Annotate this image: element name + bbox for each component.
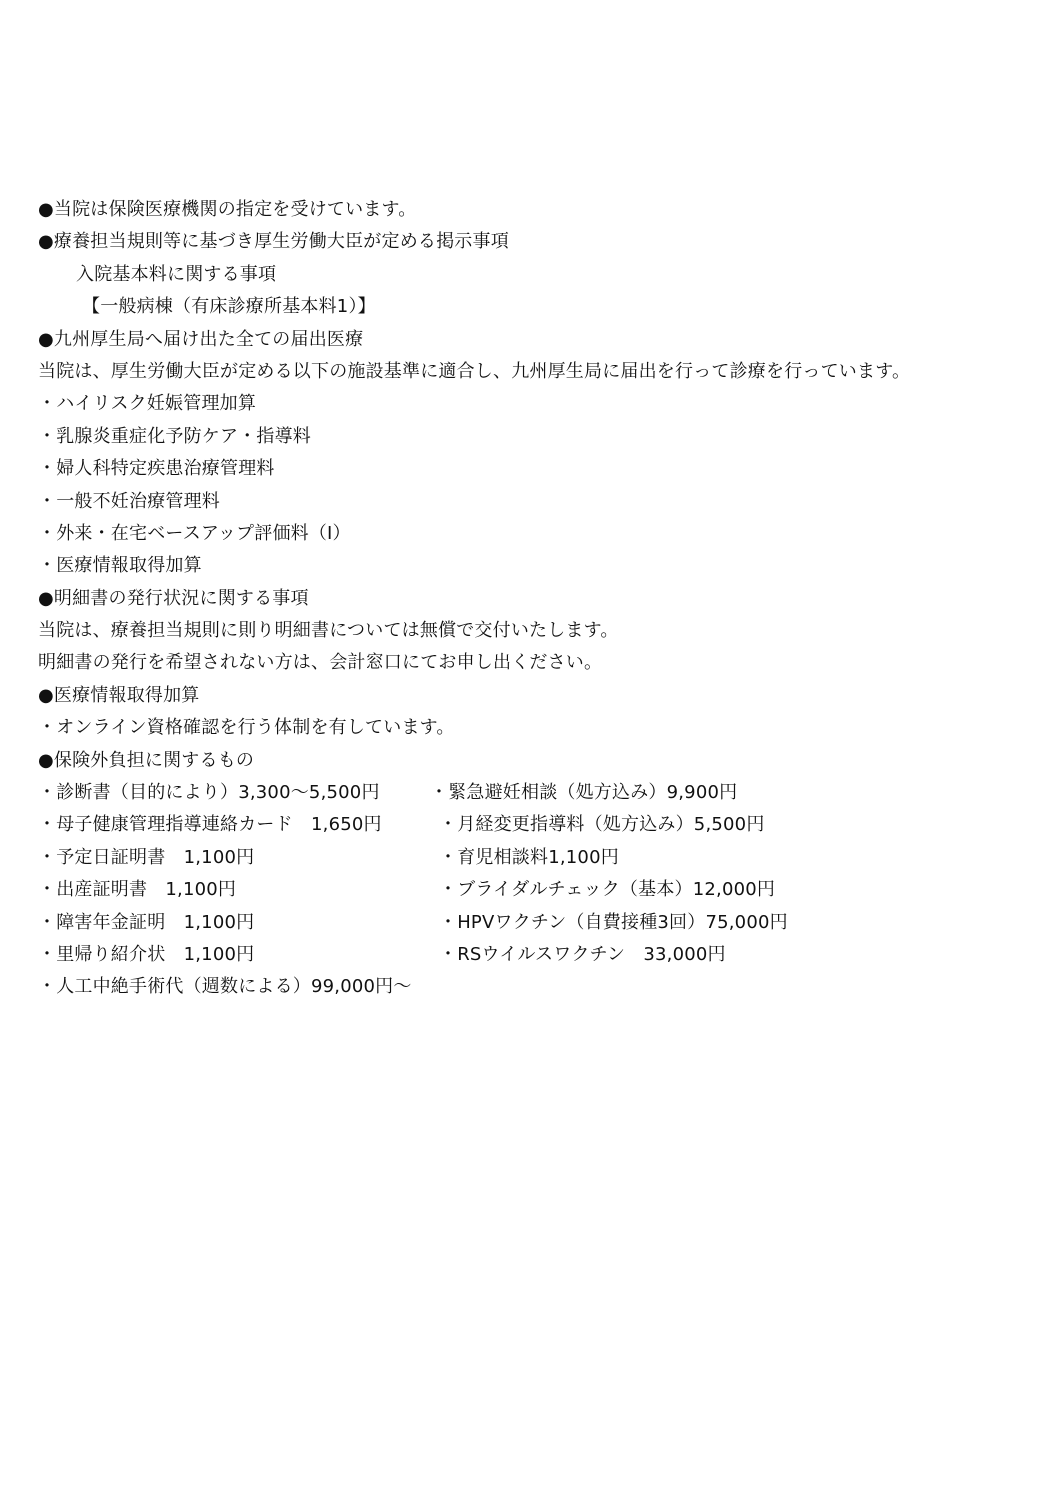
fee-item: ・HPVワクチン（自費接種3回）75,000円 — [439, 911, 788, 933]
fee-item: ・育児相談料1,100円 — [439, 846, 619, 868]
list-item: ・医療情報取得加算 — [38, 555, 202, 577]
kyushu-heading: ●九州厚生局へ届け出た全ての届出医療 — [38, 328, 364, 350]
fee-item: ・RSウイルスワクチン 33,000円 — [439, 943, 726, 965]
list-item: ・外来・在宅ベースアップ評価料（Ⅰ） — [38, 522, 351, 544]
list-item: ・乳腺炎重症化予防ケア・指導料 — [38, 425, 311, 447]
fee-item: ・母子健康管理指導連絡カード 1,650円 — [38, 814, 382, 836]
medinfo-heading: ●医療情報取得加算 — [38, 684, 200, 706]
fee-item: ・予定日証明書 1,100円 — [38, 846, 255, 868]
fee-item-abortion: ・人工中絶手術代（週数による）99,000円～ — [38, 976, 412, 998]
list-item: ・ハイリスク妊娠管理加算 — [38, 393, 257, 415]
kyushu-intro: 当院は、厚生労働大臣が定める以下の施設基準に適合し、九州厚生局に届出を行って診療を行っています。 — [38, 360, 911, 382]
medinfo-line-1: ・オンライン資格確認を行う体制を有しています。 — [38, 717, 455, 739]
fee-item: ・出産証明書 1,100円 — [38, 879, 237, 901]
fee-item: ・緊急避妊相談（処方込み）9,900円 — [430, 782, 738, 804]
fees-table — [38, 777, 1028, 971]
fees-right-column — [430, 777, 990, 971]
fee-item: ・診断書（目的により）3,300～5,500円 — [38, 782, 380, 804]
fee-item: ・ブライダルチェック（基本）12,000円 — [439, 879, 776, 901]
receipt-line-1: 当院は、療養担当規則に則り明細書については無償で交付いたします。 — [38, 620, 619, 642]
fees-heading: ●保険外負担に関するもの — [38, 749, 255, 771]
receipt-heading: ●明細書の発行状況に関する事項 — [38, 587, 309, 609]
fee-item: ・月経変更指導料（処方込み）5,500円 — [439, 814, 765, 836]
receipt-line-2: 明細書の発行を希望されない方は、会計窓口にてお申し出ください。 — [38, 652, 603, 674]
fees-left-column — [38, 777, 438, 971]
fee-item: ・里帰り紹介状 1,100円 — [38, 943, 255, 965]
list-item: ・一般不妊治療管理料 — [38, 490, 220, 512]
notice-designated: ●当院は保険医療機関の指定を受けています。 — [38, 199, 417, 220]
fee-item: ・障害年金証明 1,100円 — [38, 911, 255, 933]
list-item: ・婦人科特定疾患治療管理料 — [38, 458, 275, 480]
posting-heading: ●療養担当規則等に基づき厚生労働大臣が定める掲示事項 — [38, 231, 509, 253]
posting-sub-ward: 【一般病棟（有床診療所基本料1）】 — [82, 296, 376, 318]
posting-sub-admission: 入院基本料に関する事項 — [76, 263, 277, 285]
kyushu-list — [38, 388, 1028, 582]
document-body — [38, 194, 1028, 1004]
